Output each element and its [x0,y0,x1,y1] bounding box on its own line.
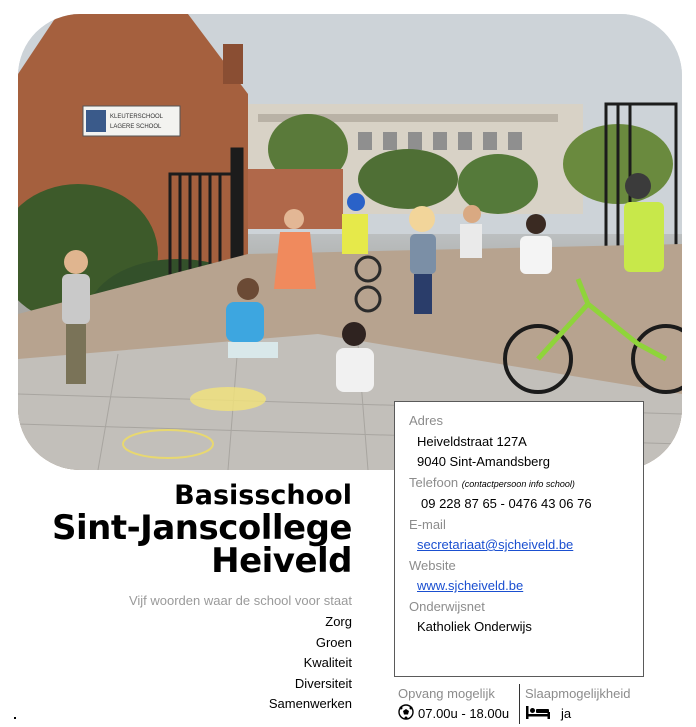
network-value: Katholiek Onderwijs [417,619,532,634]
soccer-ball-icon [398,704,414,723]
opvang-section [398,686,509,723]
address-line-1: Heiveldstraat 127A [417,433,527,449]
phone-value: 09 228 87 65 - 0476 43 06 76 [421,496,592,511]
slaap-label: Slaapmogelijkheid [525,686,631,701]
website-label: Website [409,557,456,573]
tagline: Vijf woorden waar de school voor staat [128,593,352,608]
value-word: Kwaliteit [303,655,352,670]
slaap-value: ja [561,706,572,721]
network-label: Onderwijsnet [409,598,485,614]
contact-info-box [394,401,644,677]
value-word: Diversiteit [294,675,352,691]
values-list [269,612,352,715]
sign-text-2: LAGERE SCHOOL [110,124,162,130]
divider [519,684,520,724]
sign-text-1: KLEUTERSCHOOL [110,114,164,120]
opvang-hours: 07.00u - 18.00u [418,706,510,721]
website-link[interactable]: www.sjcheiveld.be [417,578,524,593]
school-location-heading: Heiveld [211,541,352,581]
bed-icon [525,704,551,723]
phone-label: Telefoon [409,474,459,490]
opvang-label: Opvang mogelijk [398,686,495,701]
phone-label-row [409,473,643,495]
email-link[interactable]: secretariaat@sjcheiveld.be [417,537,574,552]
value-word: Samenwerken [268,696,352,711]
value-word: Groen [315,634,352,650]
value-word: Zorg [325,614,352,629]
slaap-section [525,686,631,723]
phone-note: (contactpersoon info school) [461,478,575,489]
email-label: E-mail [409,516,446,532]
address-line-2: 9040 Sint-Amandsberg [417,454,550,469]
school-type-heading: Basisschool [174,480,352,511]
stray-dot [14,717,16,719]
address-label: Adres [409,413,443,428]
school-name-heading: Sint-Janscollege [51,508,352,548]
